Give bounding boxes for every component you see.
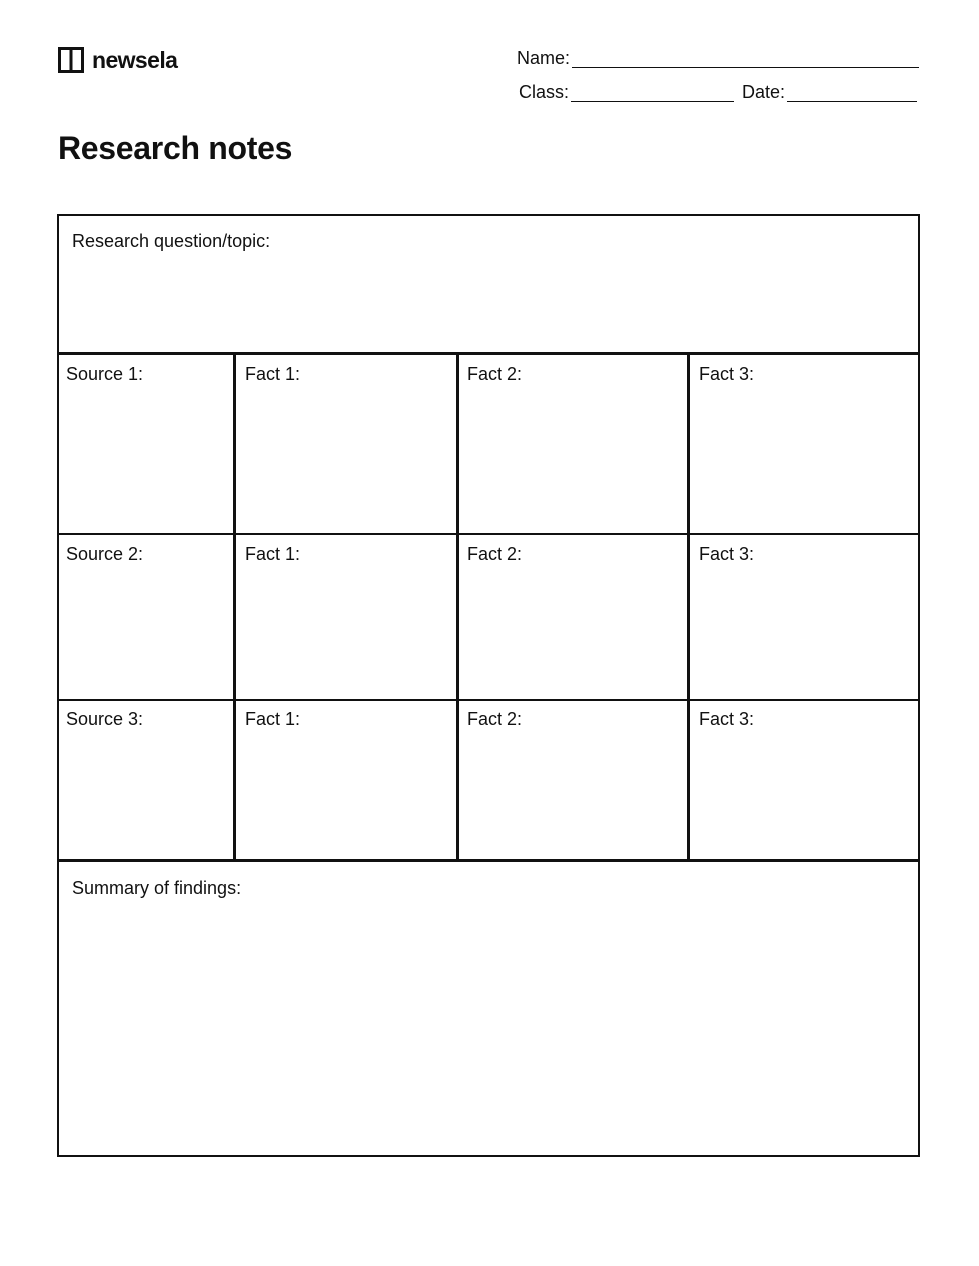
- divider: [233, 354, 236, 860]
- divider: [59, 352, 918, 355]
- research-question-label: Research question/topic:: [72, 231, 271, 251]
- divider: [456, 354, 459, 860]
- source-2-fact-2-label: Fact 2:: [467, 544, 523, 564]
- source-1-fact-2-label: Fact 2:: [467, 364, 523, 384]
- class-field[interactable]: [519, 82, 734, 102]
- source-2-fact-1-label: Fact 1:: [245, 544, 301, 564]
- divider: [687, 354, 690, 860]
- source-1-fact-1-label: Fact 1:: [245, 364, 301, 384]
- newsela-logo: [58, 46, 177, 74]
- divider: [59, 533, 918, 535]
- source-3-fact-1-label: Fact 1:: [245, 709, 301, 729]
- research-organizer: [57, 214, 920, 1157]
- summary-label: Summary of findings:: [72, 878, 242, 898]
- source-3-label: Source 3:: [66, 709, 144, 729]
- date-field[interactable]: [742, 82, 917, 102]
- source-2-fact-3-label: Fact 3:: [699, 544, 755, 564]
- book-icon: [58, 47, 84, 73]
- source-1-fact-3-label: Fact 3:: [699, 364, 755, 384]
- source-3-fact-3-label: Fact 3:: [699, 709, 755, 729]
- class-line[interactable]: [571, 85, 734, 102]
- name-label: Name:: [517, 48, 571, 68]
- name-line[interactable]: [572, 51, 919, 68]
- date-line[interactable]: [787, 85, 917, 102]
- divider: [59, 699, 918, 701]
- divider: [59, 859, 918, 862]
- source-1-label: Source 1:: [66, 364, 144, 384]
- brand-name: newsela: [92, 47, 178, 73]
- source-2-label: Source 2:: [66, 544, 144, 564]
- class-label: Class:: [519, 82, 570, 102]
- name-field[interactable]: [517, 48, 919, 68]
- page-title: Research notes: [58, 130, 293, 166]
- source-3-fact-2-label: Fact 2:: [467, 709, 523, 729]
- date-label: Date:: [742, 82, 786, 102]
